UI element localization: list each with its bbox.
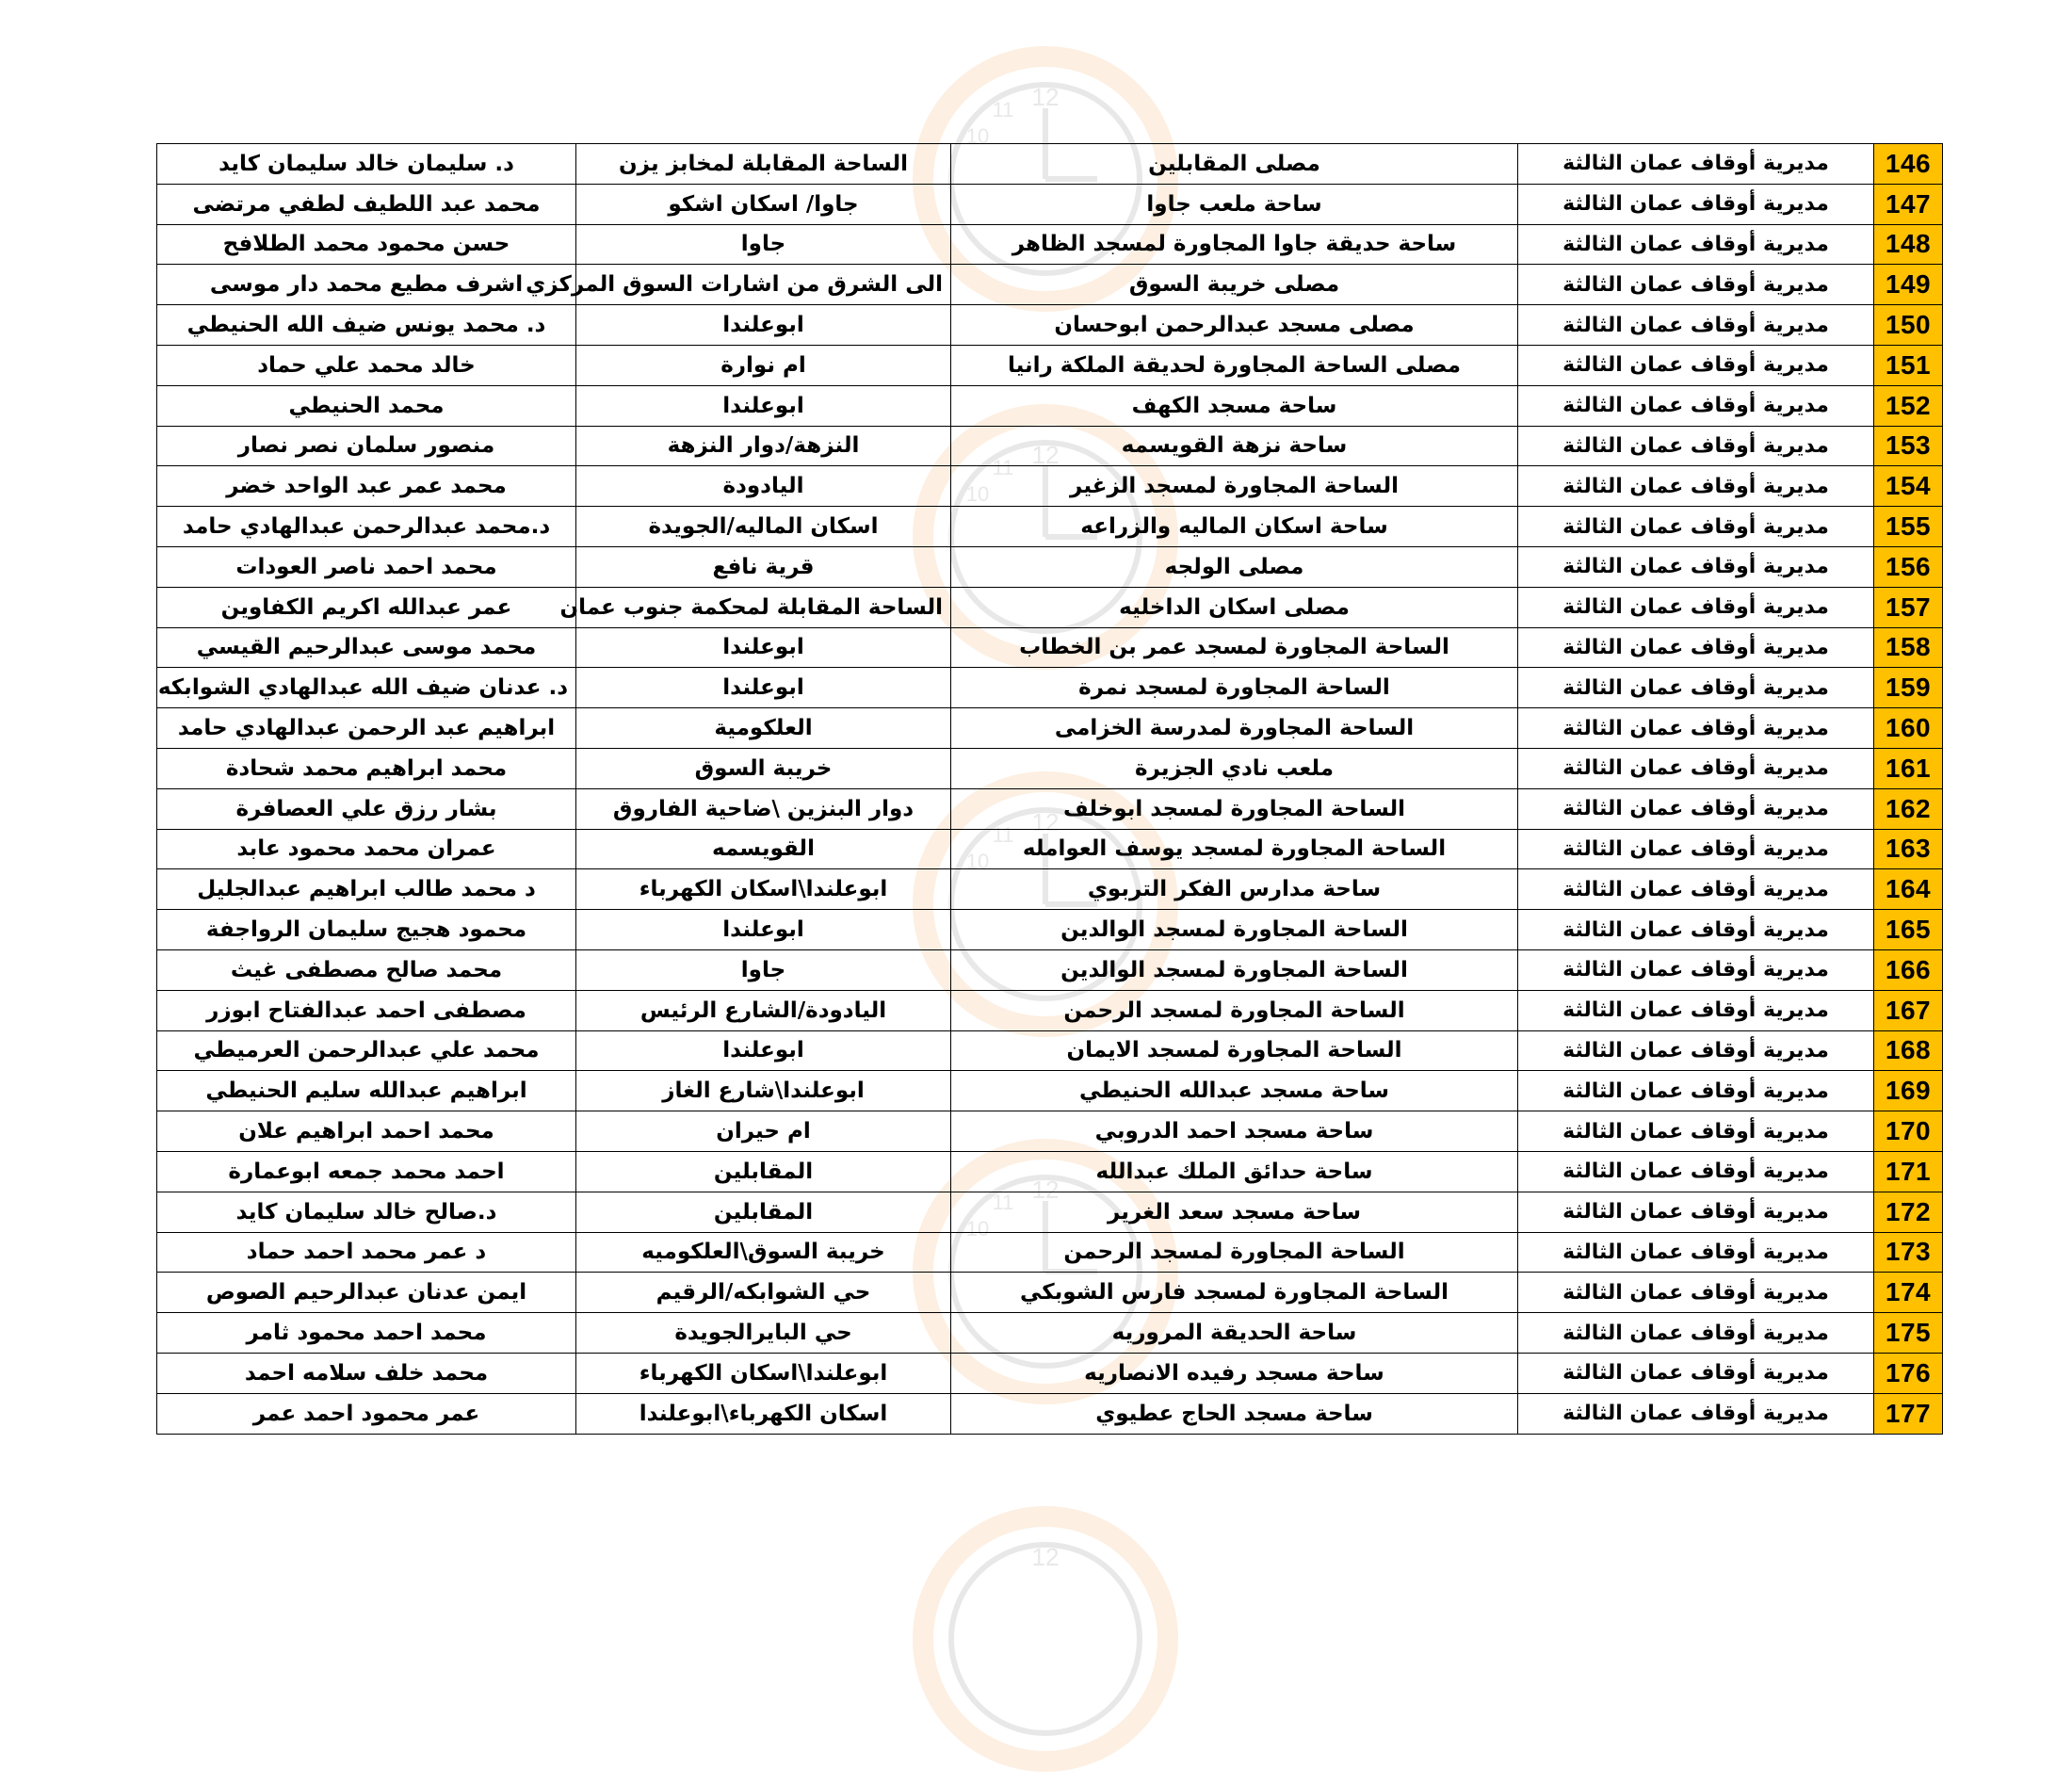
prayer-site-cell: مصلى المقابلين xyxy=(951,144,1518,185)
svg-text:10: 10 xyxy=(965,850,990,873)
location-cell: الى الشرق من اشارات السوق المركزي xyxy=(576,265,951,305)
table-row xyxy=(157,708,1943,749)
row-number-cell: 174 xyxy=(1874,1273,1943,1313)
prayer-site-cell: ساحة نزهة القويسمه xyxy=(951,426,1518,466)
prayer-site-cell: ساحة مدارس الفكر التربوي xyxy=(951,869,1518,910)
imam-name-cell: حسن محمود محمد الطلافح xyxy=(157,224,576,265)
table-row xyxy=(157,1151,1943,1192)
svg-text:12: 12 xyxy=(1031,808,1060,836)
table-row xyxy=(157,507,1943,547)
imam-name-cell: محمد ابراهيم محمد شحادة xyxy=(157,748,576,788)
directorate-cell: مديرية أوقاف عمان الثالثة xyxy=(1518,910,1874,950)
directorate-cell: مديرية أوقاف عمان الثالثة xyxy=(1518,184,1874,224)
table-row xyxy=(157,466,1943,507)
directorate-cell: مديرية أوقاف عمان الثالثة xyxy=(1518,1393,1874,1434)
row-number-cell: 147 xyxy=(1874,184,1943,224)
prayer-site-cell: ساحة اسكان الماليه والزراعه xyxy=(951,507,1518,547)
clock-watermark-icon xyxy=(904,1498,1187,1780)
row-number-cell: 171 xyxy=(1874,1151,1943,1192)
imam-name-cell: محمد علي عبدالرحمن العرميطي xyxy=(157,1030,576,1071)
table-row xyxy=(157,869,1943,910)
svg-text:11: 11 xyxy=(992,823,1014,847)
svg-text:12: 12 xyxy=(1031,1543,1060,1571)
prayer-site-cell: ساحة ملعب جاوا xyxy=(951,184,1518,224)
svg-text:11: 11 xyxy=(992,456,1014,479)
imam-name-cell: محمد خلف سلامه احمد xyxy=(157,1353,576,1393)
location-cell: جاوا/ اسكان اشكو xyxy=(576,184,951,224)
table-row xyxy=(157,1393,1943,1434)
directorate-cell: مديرية أوقاف عمان الثالثة xyxy=(1518,748,1874,788)
directorate-cell: مديرية أوقاف عمان الثالثة xyxy=(1518,788,1874,829)
table-row xyxy=(157,1232,1943,1273)
directorate-cell: مديرية أوقاف عمان الثالثة xyxy=(1518,507,1874,547)
imam-name-cell: د عمر محمد احمد حماد xyxy=(157,1232,576,1273)
imam-name-cell: د.صالح خالد سليمان كايد xyxy=(157,1192,576,1232)
imam-name-cell: محمد احمد ابراهيم علان xyxy=(157,1111,576,1152)
row-number-cell: 176 xyxy=(1874,1353,1943,1393)
prayer-site-cell: ساحة مسجد الحاج عطيوي xyxy=(951,1393,1518,1434)
svg-text:10: 10 xyxy=(965,482,990,506)
row-number-cell: 158 xyxy=(1874,627,1943,668)
prayer-site-cell: ساحة الحديقة المروريه xyxy=(951,1313,1518,1354)
location-cell: ابوعلندا xyxy=(576,385,951,426)
row-number-cell: 162 xyxy=(1874,788,1943,829)
directorate-cell: مديرية أوقاف عمان الثالثة xyxy=(1518,1232,1874,1273)
imam-name-cell: محمد احمد ناصر العودات xyxy=(157,546,576,587)
prayer-site-cell: ساحة مسجد رفيده الانصاريه xyxy=(951,1353,1518,1393)
location-cell: ام نوارة xyxy=(576,345,951,385)
row-number-cell: 154 xyxy=(1874,466,1943,507)
prayer-site-cell: الساحة المجاورة لمسجد عمر بن الخطاب xyxy=(951,627,1518,668)
directorate-cell: مديرية أوقاف عمان الثالثة xyxy=(1518,869,1874,910)
imam-name-cell: اشرف مطيع محمد دار موسى xyxy=(157,265,576,305)
directorate-cell: مديرية أوقاف عمان الثالثة xyxy=(1518,1313,1874,1354)
prayer-site-cell: الساحة المجاورة لمدرسة الخزامى xyxy=(951,708,1518,749)
imam-name-cell: خالد محمد علي حماد xyxy=(157,345,576,385)
directorate-cell: مديرية أوقاف عمان الثالثة xyxy=(1518,990,1874,1030)
svg-text:12: 12 xyxy=(1031,441,1060,469)
imam-name-cell: محمود هجيج سليمان الرواجفة xyxy=(157,910,576,950)
location-cell: ابوعلندا xyxy=(576,910,951,950)
table-row xyxy=(157,949,1943,990)
location-cell: القويسمه xyxy=(576,829,951,869)
table-row xyxy=(157,426,1943,466)
row-number-cell: 153 xyxy=(1874,426,1943,466)
location-cell: العلكومية xyxy=(576,708,951,749)
row-number-cell: 152 xyxy=(1874,385,1943,426)
row-number-cell: 146 xyxy=(1874,144,1943,185)
table-row xyxy=(157,1353,1943,1393)
imam-name-cell: د. محمد يونس ضيف الله الحنيطي xyxy=(157,305,576,346)
table-row xyxy=(157,910,1943,950)
prayer-site-cell: الساحة المجاورة لمسجد نمرة xyxy=(951,668,1518,708)
row-number-cell: 177 xyxy=(1874,1393,1943,1434)
table-row xyxy=(157,1030,1943,1071)
location-cell: حي البايرالجويدة xyxy=(576,1313,951,1354)
row-number-cell: 165 xyxy=(1874,910,1943,950)
row-number-cell: 148 xyxy=(1874,224,1943,265)
table-row xyxy=(157,1313,1943,1354)
row-number-cell: 157 xyxy=(1874,587,1943,627)
directorate-cell: مديرية أوقاف عمان الثالثة xyxy=(1518,546,1874,587)
row-number-cell: 163 xyxy=(1874,829,1943,869)
location-cell: المقابلين xyxy=(576,1192,951,1232)
row-number-cell: 169 xyxy=(1874,1071,1943,1111)
table-row xyxy=(157,829,1943,869)
location-cell: ابوعلندا xyxy=(576,627,951,668)
row-number-cell: 173 xyxy=(1874,1232,1943,1273)
prayer-site-cell: الساحة المجاورة لمسجد الوالدين xyxy=(951,910,1518,950)
location-cell: المقابلين xyxy=(576,1151,951,1192)
directorate-cell: مديرية أوقاف عمان الثالثة xyxy=(1518,1151,1874,1192)
directorate-cell: مديرية أوقاف عمان الثالثة xyxy=(1518,144,1874,185)
directorate-cell: مديرية أوقاف عمان الثالثة xyxy=(1518,305,1874,346)
location-cell: جاوا xyxy=(576,949,951,990)
directorate-cell: مديرية أوقاف عمان الثالثة xyxy=(1518,1273,1874,1313)
imam-name-cell: احمد محمد جمعه ابوعمارة xyxy=(157,1151,576,1192)
directorate-cell: مديرية أوقاف عمان الثالثة xyxy=(1518,345,1874,385)
row-number-cell: 164 xyxy=(1874,869,1943,910)
table-row xyxy=(157,668,1943,708)
directorate-cell: مديرية أوقاف عمان الثالثة xyxy=(1518,668,1874,708)
location-cell: ام حيران xyxy=(576,1111,951,1152)
location-cell: جاوا xyxy=(576,224,951,265)
prayer-site-cell: ساحة مسجد احمد الدروبي xyxy=(951,1111,1518,1152)
row-number-cell: 149 xyxy=(1874,265,1943,305)
location-cell: ابوعلندا\شارع الغاز xyxy=(576,1071,951,1111)
table-row xyxy=(157,385,1943,426)
directorate-cell: مديرية أوقاف عمان الثالثة xyxy=(1518,224,1874,265)
table-row xyxy=(157,224,1943,265)
prayer-site-cell: الساحة المجاورة لمسجد ابوخلف xyxy=(951,788,1518,829)
table-row xyxy=(157,546,1943,587)
imam-name-cell: ابراهيم عبد الرحمن عبدالهادي حامد xyxy=(157,708,576,749)
directorate-cell: مديرية أوقاف عمان الثالثة xyxy=(1518,1353,1874,1393)
location-cell: ابوعلندا xyxy=(576,1030,951,1071)
prayer-site-cell: الساحة المجاورة لمسجد الرحمن xyxy=(951,990,1518,1030)
table-row xyxy=(157,627,1943,668)
table-row xyxy=(157,1111,1943,1152)
row-number-cell: 159 xyxy=(1874,668,1943,708)
prayer-site-cell: مصلى مسجد عبدالرحمن ابوحسان xyxy=(951,305,1518,346)
svg-text:12: 12 xyxy=(1031,1176,1060,1204)
svg-text:10: 10 xyxy=(965,124,990,148)
imam-name-cell: د. سليمان خالد سليمان كايد xyxy=(157,144,576,185)
prayer-site-cell: مصلى اسكان الداخليه xyxy=(951,587,1518,627)
row-number-cell: 150 xyxy=(1874,305,1943,346)
imam-name-cell: محمد عبد اللطيف لطفي مرتضى xyxy=(157,184,576,224)
row-number-cell: 168 xyxy=(1874,1030,1943,1071)
imam-name-cell: عمر عبدالله اكريم الكفاوين xyxy=(157,587,576,627)
table-row xyxy=(157,265,1943,305)
table-row xyxy=(157,305,1943,346)
prayer-site-cell: مصلى الولجه xyxy=(951,546,1518,587)
prayer-site-cell: الساحة المجاورة لمسجد الزغير xyxy=(951,466,1518,507)
location-cell: حي الشوابكه/الرقيم xyxy=(576,1273,951,1313)
imam-name-cell: محمد صالح مصطفى غيث xyxy=(157,949,576,990)
prayer-site-cell: الساحة المجاورة لمسجد فارس الشوبكي xyxy=(951,1273,1518,1313)
table-row xyxy=(157,587,1943,627)
directorate-cell: مديرية أوقاف عمان الثالثة xyxy=(1518,1192,1874,1232)
imam-name-cell: د. عدنان ضيف الله عبدالهادي الشوابكه xyxy=(157,668,576,708)
location-cell: اسكان الكهرباء\ابوعلندا xyxy=(576,1393,951,1434)
prayer-site-cell: مصلى الساحة المجاورة لحديقة الملكة رانيا xyxy=(951,345,1518,385)
directorate-cell: مديرية أوقاف عمان الثالثة xyxy=(1518,949,1874,990)
directorate-cell: مديرية أوقاف عمان الثالثة xyxy=(1518,466,1874,507)
table-row xyxy=(157,1071,1943,1111)
row-number-cell: 175 xyxy=(1874,1313,1943,1354)
prayer-site-cell: ساحة حدائق الملك عبدالله xyxy=(951,1151,1518,1192)
prayer-site-cell: ساحة مسجد الكهف xyxy=(951,385,1518,426)
table-row xyxy=(157,990,1943,1030)
location-cell: ابوعلندا xyxy=(576,668,951,708)
imam-name-cell: محمد موسى عبدالرحيم القيسي xyxy=(157,627,576,668)
location-cell: خريبة السوق\العلكوميه xyxy=(576,1232,951,1273)
directorate-cell: مديرية أوقاف عمان الثالثة xyxy=(1518,265,1874,305)
row-number-cell: 160 xyxy=(1874,708,1943,749)
row-number-cell: 156 xyxy=(1874,546,1943,587)
svg-text:10: 10 xyxy=(965,1217,990,1241)
row-number-cell: 151 xyxy=(1874,345,1943,385)
location-cell: النزهة/دوار النزهة xyxy=(576,426,951,466)
table-row xyxy=(157,788,1943,829)
imam-name-cell: ايمن عدنان عبدالرحيم الصوص xyxy=(157,1273,576,1313)
imam-name-cell: بشار رزق علي العصافرة xyxy=(157,788,576,829)
prayer-site-cell: الساحة المجاورة لمسجد الايمان xyxy=(951,1030,1518,1071)
mosque-prayer-areas-table xyxy=(156,143,1943,1435)
row-number-cell: 161 xyxy=(1874,748,1943,788)
table-row xyxy=(157,748,1943,788)
table-row xyxy=(157,184,1943,224)
row-number-cell: 172 xyxy=(1874,1192,1943,1232)
imam-name-cell: منصور سلمان نصر نصار xyxy=(157,426,576,466)
svg-text:11: 11 xyxy=(992,1191,1014,1214)
prayer-site-cell: الساحة المجاورة لمسجد الرحمن xyxy=(951,1232,1518,1273)
location-cell: ابوعلندا\اسكان الكهرباء xyxy=(576,869,951,910)
row-number-cell: 166 xyxy=(1874,949,1943,990)
imam-name-cell: محمد احمد محمود ثامر xyxy=(157,1313,576,1354)
directorate-cell: مديرية أوقاف عمان الثالثة xyxy=(1518,1030,1874,1071)
location-cell: الساحة المقابلة لمحكمة جنوب عمان xyxy=(576,587,951,627)
directorate-cell: مديرية أوقاف عمان الثالثة xyxy=(1518,829,1874,869)
table-row xyxy=(157,1273,1943,1313)
table-row xyxy=(157,1192,1943,1232)
location-cell: ابوعلندا\اسكان الكهرباء xyxy=(576,1353,951,1393)
directorate-cell: مديرية أوقاف عمان الثالثة xyxy=(1518,708,1874,749)
location-cell: الساحة المقابلة لمخابز يزن xyxy=(576,144,951,185)
location-cell: ابوعلندا xyxy=(576,305,951,346)
imam-name-cell: عمر محمود احمد عمر xyxy=(157,1393,576,1434)
prayer-site-cell: الساحة المجاورة لمسجد يوسف العوامله xyxy=(951,829,1518,869)
location-cell: قرية نافع xyxy=(576,546,951,587)
directorate-cell: مديرية أوقاف عمان الثالثة xyxy=(1518,385,1874,426)
table-body xyxy=(157,144,1943,1435)
prayer-site-cell: مصلى خريبة السوق xyxy=(951,265,1518,305)
table-row xyxy=(157,144,1943,185)
directorate-cell: مديرية أوقاف عمان الثالثة xyxy=(1518,627,1874,668)
prayer-site-cell: ملعب نادي الجزيرة xyxy=(951,748,1518,788)
location-cell: اليادودة/الشارع الرئيس xyxy=(576,990,951,1030)
prayer-site-cell: ساحة حديقة جاوا المجاورة لمسجد الظاهر xyxy=(951,224,1518,265)
directorate-cell: مديرية أوقاف عمان الثالثة xyxy=(1518,426,1874,466)
svg-text:11: 11 xyxy=(992,98,1014,122)
imam-name-cell: مصطفى احمد عبدالفتاح ابوزر xyxy=(157,990,576,1030)
prayer-site-cell: ساحة مسجد سعد الغرير xyxy=(951,1192,1518,1232)
prayer-site-cell: ساحة مسجد عبدالله الحنيطي xyxy=(951,1071,1518,1111)
row-number-cell: 167 xyxy=(1874,990,1943,1030)
location-cell: اليادودة xyxy=(576,466,951,507)
imam-name-cell: د محمد طالب ابراهيم عبدالجليل xyxy=(157,869,576,910)
location-cell: دوار البنزين \ضاحية الفاروق xyxy=(576,788,951,829)
table-row xyxy=(157,345,1943,385)
imam-name-cell: محمد عمر عبد الواحد خضر xyxy=(157,466,576,507)
imam-name-cell: محمد الحنيطي xyxy=(157,385,576,426)
imam-name-cell: د.محمد عبدالرحمن عبدالهادي حامد xyxy=(157,507,576,547)
imam-name-cell: ابراهيم عبدالله سليم الحنيطي xyxy=(157,1071,576,1111)
location-cell: خريبة السوق xyxy=(576,748,951,788)
row-number-cell: 170 xyxy=(1874,1111,1943,1152)
location-cell: اسكان الماليه/الجويدة xyxy=(576,507,951,547)
svg-text:12: 12 xyxy=(1031,83,1060,111)
directorate-cell: مديرية أوقاف عمان الثالثة xyxy=(1518,1111,1874,1152)
row-number-cell: 155 xyxy=(1874,507,1943,547)
directorate-cell: مديرية أوقاف عمان الثالثة xyxy=(1518,587,1874,627)
imam-name-cell: عمران محمد محمود عابد xyxy=(157,829,576,869)
prayer-site-cell: الساحة المجاورة لمسجد الوالدين xyxy=(951,949,1518,990)
directorate-cell: مديرية أوقاف عمان الثالثة xyxy=(1518,1071,1874,1111)
